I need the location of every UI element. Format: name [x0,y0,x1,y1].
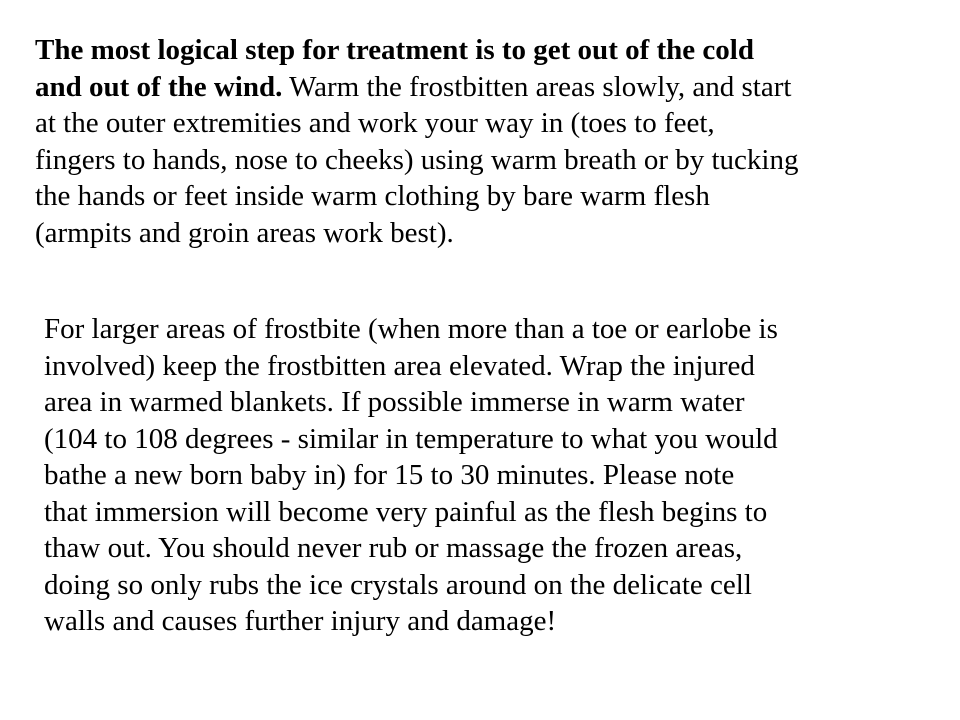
bold-phrase: and out of the wind. [35,70,283,103]
paragraph-line [35,69,955,106]
paragraph-line: The most logical step for treatment is to get out of the cold [35,34,754,66]
paragraph-text: Warm the frostbitten areas slowly, and start [282,70,792,103]
paragraph-line: involved) keep the frostbitten area elevated. Wrap the injured [44,349,755,382]
paragraph-line: the hands or feet inside warm clothing by bare warm flesh [35,180,710,212]
paragraph-line: area in warmed blankets. If possible immerse in warm water [44,386,745,418]
paragraph-line: fingers to hands, nose to cheeks) using warm breath or by tucking [35,143,799,176]
paragraph-line: bathe a new born baby in) for 15 to 30 minutes. Please note [44,459,735,491]
treatment-paragraph [35,32,955,251]
paragraph-line: (104 to 108 degrees - similar in temperature to what you would [44,422,778,455]
paragraph-line: doing so only rubs the ice crystals around on the delicate cell [44,568,752,601]
paragraph-line: at the outer extremities and work your way in (toes to feet, [35,107,715,139]
paragraph-line: walls and causes further injury and damage! [44,605,557,637]
paragraph-line: thaw out. You should never rub or massage the frozen areas, [44,532,743,564]
paragraph-line: that immersion will become very painful as the flesh begins to [44,495,768,528]
paragraph-line: For larger areas of frostbite (when more than a toe or earlobe is [44,313,778,345]
paragraph-line: (armpits and groin areas work best). [35,216,454,249]
larger-areas-paragraph [44,311,949,640]
